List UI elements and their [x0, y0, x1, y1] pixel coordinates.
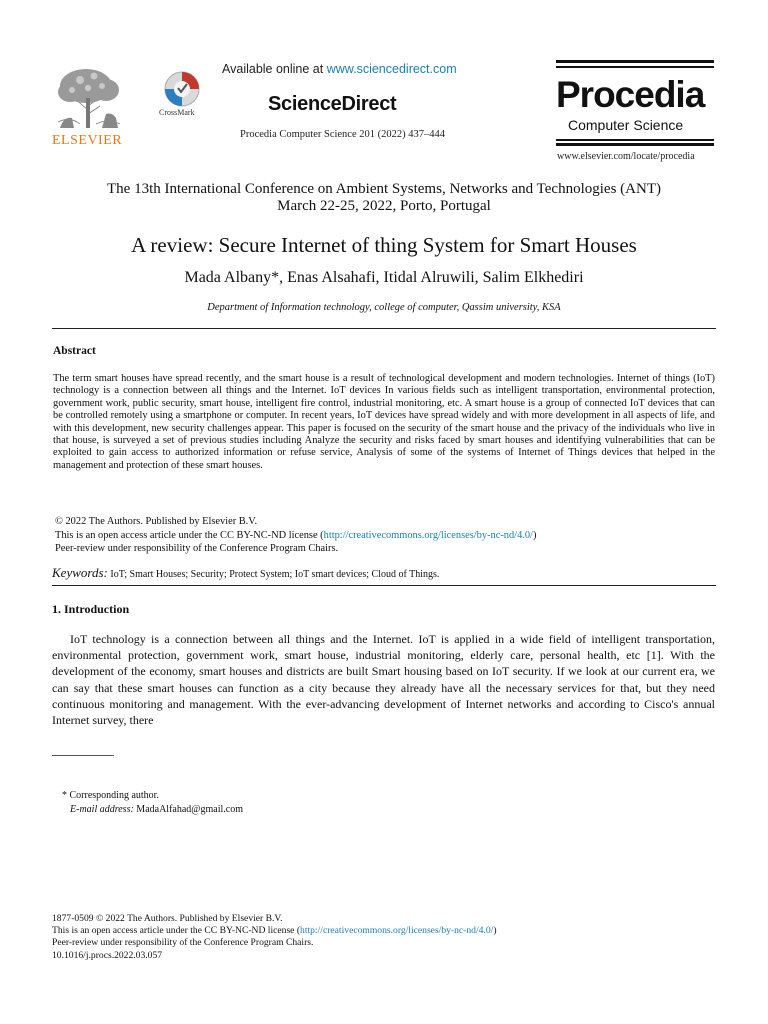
sciencedirect-logo: ScienceDirect: [268, 93, 397, 115]
bottom-license-line: [52, 925, 497, 937]
procedia-title: Procedia: [556, 74, 705, 115]
license-suffix: ): [532, 529, 537, 541]
journal-reference: Procedia Computer Science 201 (2022) 437–444: [240, 129, 445, 140]
footnote: [62, 789, 243, 816]
abstract-text: The term smart houses have spread recently, and the smart house is a result of technological development and modern technologies. Internet of things (IoT) technology is a connection between all things and the Internet. IoT devices In various fields such as intelligent transportation, environmental protection, government work, public security, smart house, intelligent fire control, industrial monitoring, etc. A smart house is a group of connected IoT devices that can be controlled remotely using a smartphone or computer. In recent years, IoT devices have spread widely and with more development in all aspects of life, and with this development, new security challenges appear. This paper is focused on the security of the smart house and the privacy of the individuals who live in that house, is surveyed a set of previous studies including Analyze the security and risks faced by smart houses and identifying vulnerabilities that can be exploited to gain access to authorized information or refuse service, Analysis of some of the systems of Internet of Things devices that helped in the management and protection of these smart houses.: [53, 373, 715, 471]
author-affiliation: Department of Information technology, college of computer, Qassim university, KSA: [207, 302, 561, 313]
journal-homepage-url[interactable]: www.elsevier.com/locate/procedia: [557, 151, 695, 162]
paper-title: A review: Secure Internet of thing System for Smart Houses: [131, 233, 637, 257]
bottom-license-suffix: ): [493, 925, 497, 937]
introduction-text: IoT technology is a connection between all things and the Internet. IoT is applied in a wide field of intelligent transportation, environmental protection, government work, smart house, industrial monitoring, elderly care, personal health, etc [1]. With the development of the economy, smart houses and districts are built Smart housing based on IoT security. If we look at our current era, we can say that these smart houses can function as a city because they already have all the necessary services for that, but they need continuous monitoring and management. With the ever-advancing development of Internet networks and according to Cisco's annual Internet survey, there: [52, 632, 715, 728]
email-address: MadaAlfahad@gmail.com: [133, 803, 243, 815]
keywords-label: Keywords:: [52, 565, 108, 580]
license-link[interactable]: http://creativecommons.org/licenses/by-nc-nd/4.0/: [323, 529, 533, 541]
procedia-logo: [556, 60, 714, 146]
conference-title: The 13th International Conference on Ambient Systems, Networks and Technologies (ANT): [107, 181, 661, 197]
divider-top: [52, 328, 716, 329]
copyright-line: © 2022 The Authors. Published by Elsevier B.V.: [55, 516, 258, 527]
license-line: [55, 529, 536, 543]
peer-review-line: Peer-review under responsibility of the Conference Program Chairs.: [55, 543, 339, 554]
footnote-divider: [52, 755, 114, 756]
email-label: E-mail address:: [70, 803, 134, 815]
doi[interactable]: 10.1016/j.procs.2022.03.057: [52, 949, 163, 961]
corresponding-author-note: * Corresponding author.: [62, 790, 159, 801]
available-online-line: [222, 62, 457, 76]
keywords-line: [52, 565, 439, 581]
keywords-list: IoT; Smart Houses; Security; Protect System; IoT smart devices; Cloud of Things.: [107, 569, 440, 580]
sciencedirect-link[interactable]: www.sciencedirect.com: [326, 62, 457, 76]
divider-keywords: [52, 585, 716, 586]
author-list: Mada Albany*, Enas Alsahafi, Itidal Alruwili, Salim Elkhediri: [184, 269, 584, 286]
bottom-peer-review-line: Peer-review under responsibility of the Conference Program Chairs.: [52, 937, 314, 949]
issn-line: 1877-0509 © 2022 The Authors. Published by Elsevier B.V.: [52, 913, 283, 924]
abstract-heading: Abstract: [53, 345, 96, 357]
copyright-block: [55, 515, 536, 556]
bottom-license-link[interactable]: http://creativecommons.org/licenses/by-nc-nd/4.0/: [300, 925, 494, 937]
section-heading-introduction: 1. Introduction: [52, 602, 130, 616]
conference-date: March 22-25, 2022, Porto, Portugal: [277, 198, 491, 214]
license-prefix: This is an open access article under the CC BY-NC-ND license (: [55, 529, 324, 541]
crossmark-label: CrossMark: [159, 108, 195, 117]
bottom-license-prefix: This is an open access article under the CC BY-NC-ND license (: [52, 925, 301, 937]
elsevier-wordmark: ELSEVIER: [52, 133, 123, 148]
available-prefix: Available online at: [222, 62, 327, 76]
procedia-subtitle: Computer Science: [568, 117, 684, 133]
email-line: [62, 803, 243, 817]
bottom-copyright-block: [52, 913, 497, 962]
